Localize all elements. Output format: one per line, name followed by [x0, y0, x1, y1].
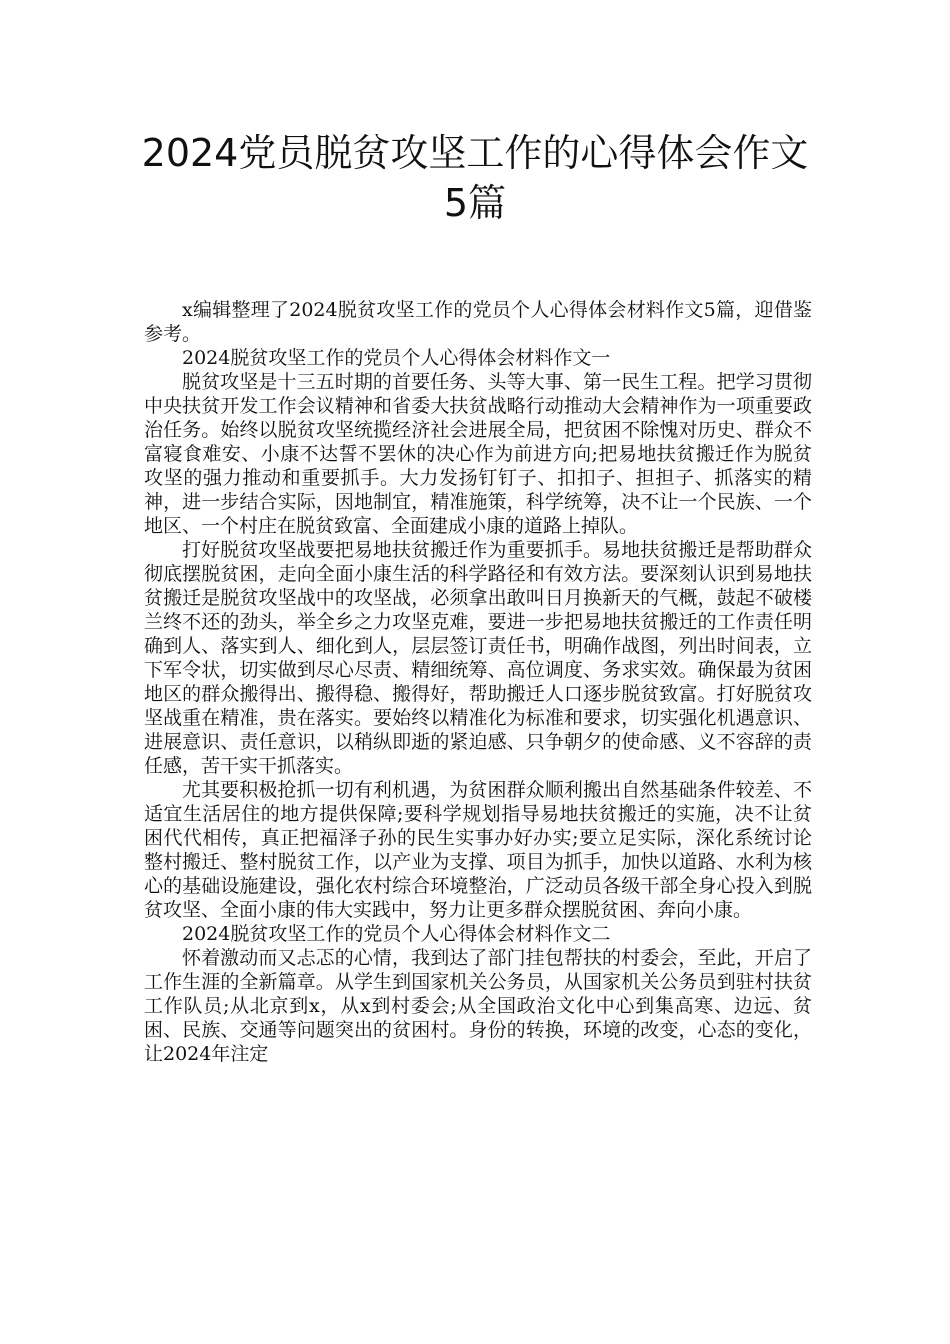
section-heading-one: 2024脱贫攻坚工作的党员个人心得体会材料作文一: [182, 347, 611, 369]
title-line-2: 5篇: [443, 181, 507, 225]
document-title: [120, 128, 830, 228]
intro-paragraph: x编辑整理了2024脱贫攻坚工作的党员个人心得体会材料作文5篇，迎借鉴参考。: [144, 299, 812, 345]
body-paragraph: 尤其要积极抢抓一切有利机遇，为贫困群众顺利搬出自然基础条件较差、不适宜生活居住的地方提供保障;要科学规划指导易地扶贫搬迁的实施，决不让贫困代代相传，真正把福泽子孙的民生实事办好办实;要立足实际，深化系统讨论整村搬迁、整村脱贫工作，以产业为支撑、项目为抓手，加快以道路、水利为核心的基础设施建设，强化农村综合环境整治，广泛动员各级干部全身心投入到脱贫攻坚、全面小康的伟大实践中，努力让更多群众摆脱贫困、奔向小康。: [144, 779, 812, 921]
document-body: [144, 298, 812, 1066]
body-paragraph: 打好脱贫攻坚战要把易地扶贫搬迁作为重要抓手。易地扶贫搬迁是帮助群众彻底摆脱贫困，走向全面小康生活的科学路径和有效方法。要深刻认识到易地扶贫搬迁是脱贫攻坚战中的攻坚战，必须拿出敢叫日月换新天的气概，鼓起不破楼兰终不还的劲头，举全乡之力攻坚克难，要进一步把易地扶贫搬迁的工作责任明确到人、落实到人、细化到人，层层签订责任书，明确作战图，列出时间表，立下军令状，切实做到尽心尽责、精细统筹、高位调度、务求实效。确保最为贫困地区的群众搬得出、搬得稳、搬得好，帮助搬迁人口逐步脱贫致富。打好脱贫攻坚战重在精准，贵在落实。要始终以精准化为标准和要求，切实强化机遇意识、进展意识、责任意识，以稍纵即逝的紧迫感、只争朝夕的使命感、义不容辞的责任感，苦干实干抓落实。: [144, 539, 812, 777]
body-paragraph: 脱贫攻坚是十三五时期的首要任务、头等大事、第一民生工程。把学习贯彻中央扶贫开发工作会议精神和省委大扶贫战略行动推动大会精神作为一项重要政治任务。始终以脱贫攻坚统揽经济社会进展全局，把贫困不除愧对历史、群众不富寝食难安、小康不达誓不罢休的决心作为前进方向;把易地扶贫搬迁作为脱贫攻坚的强力推动和重要抓手。大力发扬钉钉子、扣扣子、担担子、抓落实的精神，进一步结合实际，因地制宜，精准施策，科学统筹，决不让一个民族、一个地区、一个村庄在脱贫致富、全面建成小康的道路上掉队。: [144, 371, 812, 537]
body-paragraph: 怀着激动而又忐忑的心情，我到达了部门挂包帮扶的村委会，至此，开启了工作生涯的全新篇章。从学生到国家机关公务员，从国家机关公务员到驻村扶贫工作队员;从北京到x，从x到村委会;从全国政治文化中心到集高寒、边远、贫困、民族、交通等问题突出的贫困村。身份的转换，环境的改变，心态的变化，让2024年注定: [144, 947, 812, 1065]
section-heading-two: 2024脱贫攻坚工作的党员个人心得体会材料作文二: [182, 923, 611, 945]
title-line-1: 2024党员脱贫攻坚工作的心得体会作文: [141, 131, 809, 175]
